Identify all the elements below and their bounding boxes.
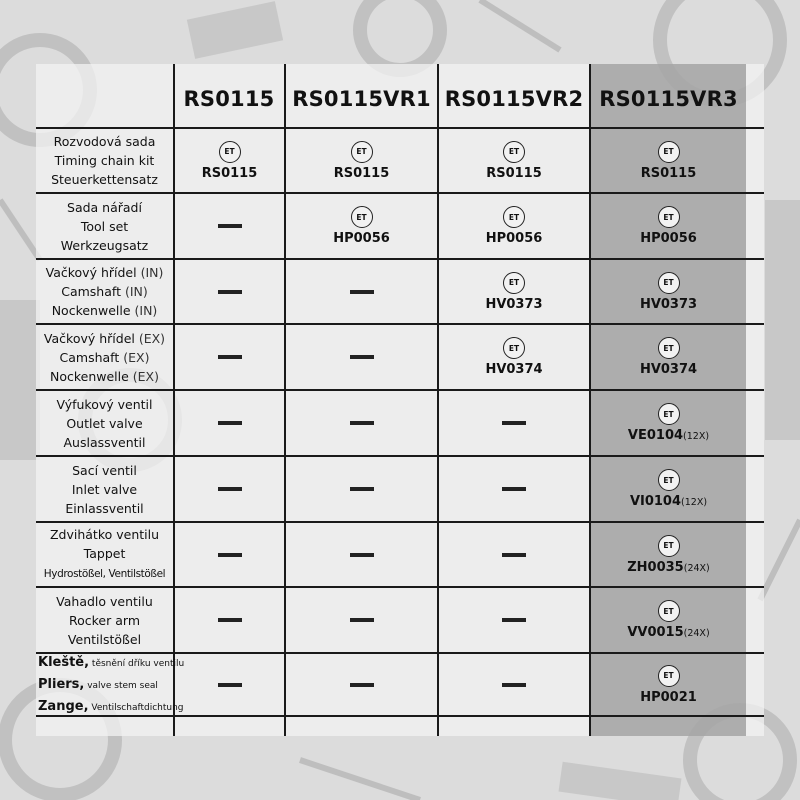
table-cell <box>286 588 437 652</box>
not-included-dash <box>350 553 374 557</box>
row-label-text: Rozvodová sada <box>53 134 156 149</box>
table-cell <box>439 194 589 258</box>
part-code-value: VV0015 <box>627 625 684 640</box>
part-code-value: HP0056 <box>485 231 543 246</box>
row-label <box>36 457 173 521</box>
row-label-line <box>51 170 158 189</box>
row-label-line <box>54 132 156 151</box>
table-cell <box>286 457 437 521</box>
part-code-value: VE0104 <box>627 428 684 443</box>
not-included-dash <box>218 618 242 622</box>
row-label <box>36 260 173 323</box>
row-label-line <box>38 652 184 674</box>
part-code <box>485 362 542 377</box>
row-label-line <box>55 151 155 170</box>
et-logo-icon: ET <box>658 600 680 622</box>
part-code-value: HV0374 <box>639 362 698 377</box>
row-label-line <box>65 499 143 518</box>
row-label-line <box>67 198 142 217</box>
et-logo-icon: ET <box>658 337 680 359</box>
table-cell <box>175 325 284 389</box>
table-cell <box>286 194 437 258</box>
row-label-line <box>38 696 184 718</box>
row-label-line <box>44 563 165 584</box>
row-label-text: Camshaft <box>61 284 121 299</box>
table-cell <box>591 129 746 192</box>
row-label-line <box>81 217 128 236</box>
part-code <box>485 297 542 312</box>
row-label-sub: Ventilschaftdichtung <box>88 702 184 713</box>
row-label <box>36 129 173 192</box>
table-cell <box>286 129 437 192</box>
table-cell <box>175 457 284 521</box>
table-cell <box>286 325 437 389</box>
row-label-text: Timing chain kit <box>54 153 155 168</box>
part-code-value: HP0056 <box>333 231 390 246</box>
table-cell <box>439 654 589 715</box>
row-label-line <box>52 301 158 320</box>
et-logo-icon: ET <box>503 141 525 163</box>
part-code <box>641 166 697 181</box>
row-label <box>36 325 173 389</box>
table-cell <box>439 260 589 323</box>
part-code <box>627 560 710 575</box>
et-logo-icon: ET <box>658 665 680 687</box>
not-included-dash <box>218 683 242 687</box>
et-logo-icon: ET <box>351 141 373 163</box>
not-included-dash <box>502 683 526 687</box>
row-label-main: Kleště, <box>38 654 90 670</box>
part-code <box>640 297 697 312</box>
row-label-sub: těsnění dříku ventilu <box>89 658 185 669</box>
row-label-text: Einlassventil <box>65 500 144 516</box>
table-cell <box>439 588 589 652</box>
not-included-dash <box>218 421 242 425</box>
part-code-value: HV0373 <box>639 296 698 312</box>
part-code-value: ZH0035 <box>627 559 684 575</box>
table-cell <box>591 523 746 586</box>
part-quantity: (24X) <box>683 628 710 639</box>
column-header-rs0115: RS0115 <box>183 87 275 111</box>
row-label-text: Inlet valve <box>71 481 138 497</box>
part-code-value: HP0056 <box>640 231 697 246</box>
et-logo-icon: ET <box>658 535 680 557</box>
table-cell <box>439 325 589 389</box>
row-label-text: Camshaft <box>59 349 120 365</box>
row-label-text: Vačkový hřídel <box>43 330 135 346</box>
table-cell <box>591 194 746 258</box>
table-cell <box>591 260 746 323</box>
row-label-line <box>60 348 150 367</box>
not-included-dash <box>502 487 526 491</box>
row-label-text: Nockenwelle <box>49 368 129 384</box>
row-label-text: Steuerkettensatz <box>51 172 158 187</box>
part-quantity: (24X) <box>683 562 710 574</box>
table-cell <box>175 523 284 586</box>
not-included-dash <box>350 290 374 294</box>
row-label-suffix: (EX) <box>128 368 160 384</box>
part-code <box>628 428 709 443</box>
table-cell <box>175 194 284 258</box>
table-cell <box>439 523 589 586</box>
row-label-text: Ventilstößel <box>67 631 142 647</box>
row-label-line <box>50 367 159 386</box>
row-label-text: Tappet <box>83 546 126 561</box>
part-code-value: HP0021 <box>640 689 697 705</box>
not-included-dash <box>218 290 242 294</box>
row-label-line <box>63 433 145 452</box>
part-code <box>202 166 258 181</box>
not-included-dash <box>350 421 374 425</box>
et-logo-icon: ET <box>658 469 680 491</box>
row-label-line <box>84 544 126 563</box>
part-code <box>486 231 543 246</box>
et-logo-icon: ET <box>219 141 241 163</box>
part-code <box>627 625 709 640</box>
part-code <box>640 690 697 705</box>
table-cell <box>591 588 746 652</box>
et-logo-icon: ET <box>503 337 525 359</box>
not-included-dash <box>350 355 374 359</box>
row-label-line <box>50 525 159 544</box>
row-label-text: Vačkový hřídel <box>45 265 137 280</box>
part-code-value: HV0373 <box>485 296 543 312</box>
row-label-text: Zdvihátko ventilu <box>49 527 160 542</box>
row-label-text: Rocker arm <box>69 612 140 628</box>
row-label-line <box>56 395 152 414</box>
row-label <box>36 588 173 652</box>
table-cell <box>591 391 746 455</box>
row-label-text: Outlet valve <box>66 415 143 431</box>
row-label-text: Sada nářadí <box>67 199 142 215</box>
row-label-text: Werkzeugsatz <box>60 237 149 253</box>
part-code <box>333 231 390 246</box>
part-code <box>640 362 697 377</box>
row-label-line <box>38 674 158 696</box>
row-label <box>36 194 173 258</box>
row-label-line <box>72 461 137 480</box>
table-cell <box>286 523 437 586</box>
row-label-line <box>68 630 141 649</box>
not-included-dash <box>502 421 526 425</box>
row-label-main: Pliers, <box>38 676 85 692</box>
row-label-text: Auslassventil <box>63 434 146 450</box>
et-logo-icon: ET <box>658 272 680 294</box>
row-label-line <box>69 611 140 630</box>
row-label <box>36 523 173 586</box>
table-cell <box>175 588 284 652</box>
et-logo-icon: ET <box>658 141 680 163</box>
row-label-line <box>56 592 153 611</box>
row-label-sub: valve stem seal <box>84 680 158 691</box>
not-included-dash <box>218 224 242 228</box>
not-included-dash <box>218 553 242 557</box>
not-included-dash <box>350 487 374 491</box>
not-included-dash <box>218 487 242 491</box>
part-code-value: RS0115 <box>486 165 542 181</box>
table-cell <box>439 129 589 192</box>
part-code-value: VI0104 <box>629 494 682 509</box>
et-logo-icon: ET <box>503 272 525 294</box>
et-logo-icon: ET <box>503 206 525 228</box>
row-label-main: Zange, <box>38 698 89 714</box>
not-included-dash <box>218 355 242 359</box>
part-code <box>640 231 697 246</box>
not-included-dash <box>350 683 374 687</box>
table-cell <box>286 654 437 715</box>
part-code <box>486 166 542 181</box>
row-label-text: Hydrostößel, Ventilstößel <box>43 568 166 580</box>
row-label-line <box>61 236 148 255</box>
column-header-rs0115vr1: RS0115VR1 <box>292 87 431 111</box>
part-code-value: HV0374 <box>485 362 543 377</box>
row-label-line <box>61 282 148 301</box>
row-label-suffix: (IN) <box>130 303 158 318</box>
part-quantity: (12X) <box>681 497 708 508</box>
row-label-line <box>72 480 137 499</box>
row-label-suffix: (EX) <box>119 349 150 365</box>
part-code-value: RS0115 <box>640 165 697 181</box>
et-logo-icon: ET <box>658 403 680 425</box>
et-logo-icon: ET <box>351 206 373 228</box>
table-cell <box>286 391 437 455</box>
row-label <box>38 654 185 715</box>
part-quantity: (12X) <box>683 431 710 442</box>
row-label-text: Tool set <box>80 218 129 234</box>
table-cell <box>439 457 589 521</box>
row-label-text: Nockenwelle <box>51 303 131 318</box>
row-label-text: Vahadlo ventilu <box>56 593 153 609</box>
row-label-text: Sací ventil <box>72 462 137 478</box>
column-header-rs0115vr3: RS0115VR3 <box>599 87 738 111</box>
table-cell <box>439 391 589 455</box>
part-code <box>334 166 390 181</box>
table-cell <box>175 654 284 715</box>
part-code-value: RS0115 <box>333 165 390 181</box>
not-included-dash <box>350 618 374 622</box>
row-label-line <box>44 329 165 348</box>
row-label-suffix: (IN) <box>136 265 164 280</box>
row-label-text: Výfukový ventil <box>56 396 153 412</box>
column-header-rs0115vr2: RS0115VR2 <box>444 87 584 111</box>
table-cell <box>286 260 437 323</box>
not-included-dash <box>502 553 526 557</box>
table-cell <box>175 129 284 192</box>
part-code-value: RS0115 <box>201 165 258 181</box>
part-code <box>630 494 707 509</box>
table-cell <box>591 654 746 715</box>
not-included-dash <box>502 618 526 622</box>
row-label-suffix: (IN) <box>120 284 148 299</box>
row-label-line <box>66 414 142 433</box>
table-cell <box>175 260 284 323</box>
row-label-line <box>46 263 164 282</box>
row-label <box>36 391 173 455</box>
table-cell <box>175 391 284 455</box>
table-cell <box>591 325 746 389</box>
et-logo-icon: ET <box>658 206 680 228</box>
table-cell <box>591 457 746 521</box>
row-label-suffix: (EX) <box>134 330 166 346</box>
